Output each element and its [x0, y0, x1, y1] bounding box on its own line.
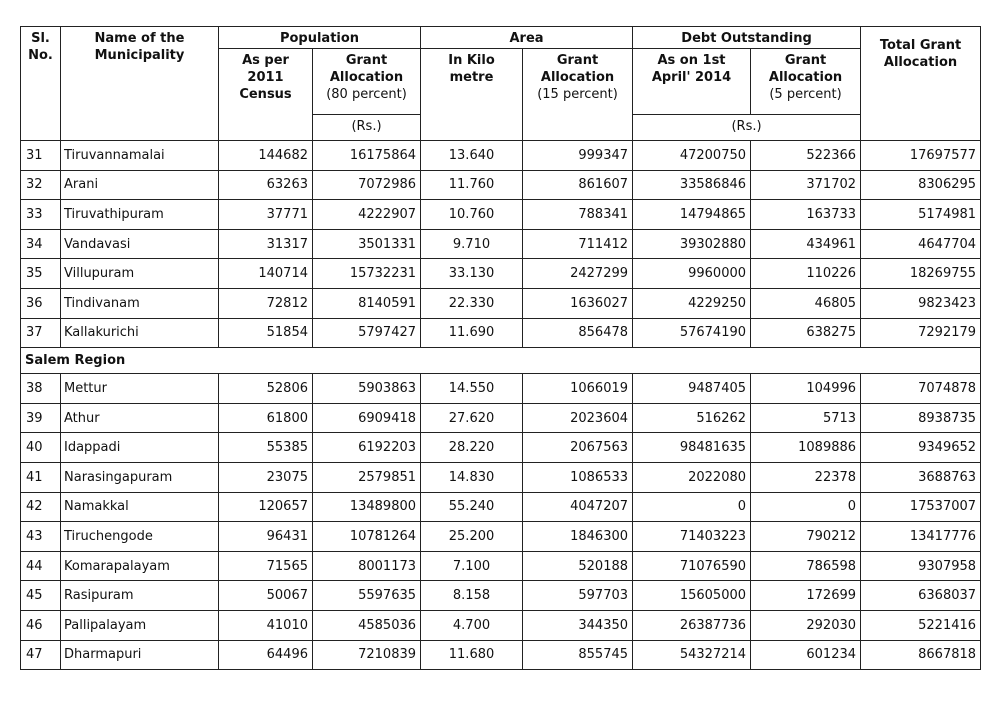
- cell-debt-grant: 104996: [751, 374, 861, 404]
- cell-sl-no: 34: [21, 229, 61, 259]
- cell-sl-no: 37: [21, 318, 61, 348]
- cell-debt-outstanding: 54327214: [633, 640, 751, 670]
- cell-sl-no: 42: [21, 492, 61, 522]
- cell-census-2011: 96431: [219, 522, 313, 552]
- cell-pop-grant: 7072986: [313, 170, 421, 200]
- cell-census-2011: 64496: [219, 640, 313, 670]
- cell-debt-outstanding: 71403223: [633, 522, 751, 552]
- table-row: [21, 318, 981, 348]
- header-pop-grant: [313, 49, 421, 115]
- header-area: Area: [421, 27, 633, 49]
- table-row: [21, 200, 981, 230]
- cell-area-grant: 788341: [523, 200, 633, 230]
- table-row: [21, 462, 981, 492]
- cell-census-2011: 50067: [219, 581, 313, 611]
- cell-total-grant: 17537007: [861, 492, 981, 522]
- cell-municipality-name: Narasingapuram: [61, 462, 219, 492]
- header-municipality-name: Name of the Municipality: [61, 27, 219, 141]
- cell-total-grant: 8667818: [861, 640, 981, 670]
- cell-debt-outstanding: 0: [633, 492, 751, 522]
- rows-group-b: [21, 374, 981, 670]
- cell-area-km: 14.550: [421, 374, 523, 404]
- cell-area-km: 28.220: [421, 433, 523, 463]
- cell-debt-grant: 790212: [751, 522, 861, 552]
- table-row: [21, 522, 981, 552]
- table-row: [21, 374, 981, 404]
- table-row: [21, 551, 981, 581]
- cell-municipality-name: Idappadi: [61, 433, 219, 463]
- cell-total-grant: 5174981: [861, 200, 981, 230]
- cell-area-km: 7.100: [421, 551, 523, 581]
- cell-area-grant: 855745: [523, 640, 633, 670]
- region-section: [21, 348, 981, 374]
- cell-debt-grant: 46805: [751, 288, 861, 318]
- cell-area-km: 27.620: [421, 403, 523, 433]
- cell-debt-outstanding: 39302880: [633, 229, 751, 259]
- cell-total-grant: 8306295: [861, 170, 981, 200]
- table-row: [21, 581, 981, 611]
- cell-area-km: 10.760: [421, 200, 523, 230]
- cell-area-km: 22.330: [421, 288, 523, 318]
- cell-sl-no: 38: [21, 374, 61, 404]
- cell-area-grant: 2023604: [523, 403, 633, 433]
- cell-census-2011: 41010: [219, 610, 313, 640]
- cell-pop-grant: 7210839: [313, 640, 421, 670]
- header-area-grant-label: Grant Allocation: [540, 53, 615, 85]
- cell-municipality-name: Dharmapuri: [61, 640, 219, 670]
- cell-debt-outstanding: 26387736: [633, 610, 751, 640]
- header-debt-grant: [751, 49, 861, 115]
- header-area-grant: [523, 49, 633, 141]
- cell-debt-outstanding: 9487405: [633, 374, 751, 404]
- cell-census-2011: 23075: [219, 462, 313, 492]
- cell-census-2011: 37771: [219, 200, 313, 230]
- cell-debt-grant: 22378: [751, 462, 861, 492]
- table-header: [21, 27, 981, 141]
- cell-pop-grant: 15732231: [313, 259, 421, 289]
- cell-municipality-name: Rasipuram: [61, 581, 219, 611]
- header-sl-no: Sl. No.: [21, 27, 61, 141]
- cell-municipality-name: Tiruvathipuram: [61, 200, 219, 230]
- cell-municipality-name: Tindivanam: [61, 288, 219, 318]
- cell-debt-grant: 292030: [751, 610, 861, 640]
- cell-area-grant: 2427299: [523, 259, 633, 289]
- table-row: [21, 640, 981, 670]
- cell-total-grant: 9349652: [861, 433, 981, 463]
- cell-debt-outstanding: 2022080: [633, 462, 751, 492]
- cell-debt-grant: 786598: [751, 551, 861, 581]
- table-row: [21, 259, 981, 289]
- header-debt-grant-pct: (5 percent): [769, 87, 842, 102]
- cell-debt-outstanding: 47200750: [633, 141, 751, 171]
- cell-municipality-name: Villupuram: [61, 259, 219, 289]
- cell-pop-grant: 8140591: [313, 288, 421, 318]
- table-row: [21, 433, 981, 463]
- cell-area-km: 11.760: [421, 170, 523, 200]
- table-row: [21, 288, 981, 318]
- table-row: [21, 492, 981, 522]
- cell-debt-outstanding: 98481635: [633, 433, 751, 463]
- cell-pop-grant: 3501331: [313, 229, 421, 259]
- cell-total-grant: 8938735: [861, 403, 981, 433]
- cell-total-grant: 7074878: [861, 374, 981, 404]
- cell-area-km: 14.830: [421, 462, 523, 492]
- cell-census-2011: 31317: [219, 229, 313, 259]
- cell-debt-outstanding: 4229250: [633, 288, 751, 318]
- cell-total-grant: 3688763: [861, 462, 981, 492]
- cell-total-grant: 5221416: [861, 610, 981, 640]
- cell-municipality-name: Kallakurichi: [61, 318, 219, 348]
- cell-debt-grant: 110226: [751, 259, 861, 289]
- header-area-grant-pct: (15 percent): [537, 87, 618, 102]
- cell-sl-no: 45: [21, 581, 61, 611]
- cell-debt-grant: 1089886: [751, 433, 861, 463]
- table-row: [21, 141, 981, 171]
- cell-census-2011: 51854: [219, 318, 313, 348]
- cell-pop-grant: 5597635: [313, 581, 421, 611]
- cell-area-grant: 711412: [523, 229, 633, 259]
- cell-census-2011: 120657: [219, 492, 313, 522]
- cell-municipality-name: Athur: [61, 403, 219, 433]
- cell-census-2011: 71565: [219, 551, 313, 581]
- cell-census-2011: 61800: [219, 403, 313, 433]
- header-total-grant: Total Grant Allocation: [861, 27, 981, 141]
- header-rs-debt: (Rs.): [633, 115, 861, 141]
- cell-area-km: 4.700: [421, 610, 523, 640]
- cell-debt-grant: 638275: [751, 318, 861, 348]
- cell-pop-grant: 5903863: [313, 374, 421, 404]
- cell-area-grant: 344350: [523, 610, 633, 640]
- cell-area-grant: 861607: [523, 170, 633, 200]
- header-pop-grant-pct: (80 percent): [326, 87, 407, 102]
- cell-area-grant: 597703: [523, 581, 633, 611]
- cell-total-grant: 6368037: [861, 581, 981, 611]
- header-rs-population: (Rs.): [313, 115, 421, 141]
- cell-debt-grant: 163733: [751, 200, 861, 230]
- cell-census-2011: 52806: [219, 374, 313, 404]
- cell-total-grant: 7292179: [861, 318, 981, 348]
- cell-area-grant: 1846300: [523, 522, 633, 552]
- cell-total-grant: 18269755: [861, 259, 981, 289]
- cell-municipality-name: Tiruvannamalai: [61, 141, 219, 171]
- cell-census-2011: 55385: [219, 433, 313, 463]
- cell-municipality-name: Pallipalayam: [61, 610, 219, 640]
- cell-municipality-name: Namakkal: [61, 492, 219, 522]
- cell-pop-grant: 5797427: [313, 318, 421, 348]
- cell-debt-outstanding: 516262: [633, 403, 751, 433]
- header-census-2011: As per 2011 Census: [219, 49, 313, 141]
- cell-pop-grant: 16175864: [313, 141, 421, 171]
- cell-census-2011: 72812: [219, 288, 313, 318]
- cell-total-grant: 13417776: [861, 522, 981, 552]
- cell-census-2011: 144682: [219, 141, 313, 171]
- table-row: [21, 229, 981, 259]
- cell-area-grant: 999347: [523, 141, 633, 171]
- cell-debt-grant: 5713: [751, 403, 861, 433]
- cell-area-grant: 2067563: [523, 433, 633, 463]
- table-row: [21, 610, 981, 640]
- cell-total-grant: 17697577: [861, 141, 981, 171]
- cell-pop-grant: 8001173: [313, 551, 421, 581]
- cell-area-km: 55.240: [421, 492, 523, 522]
- cell-area-grant: 520188: [523, 551, 633, 581]
- header-debt-grant-label: Grant Allocation: [768, 53, 843, 85]
- cell-area-km: 9.710: [421, 229, 523, 259]
- cell-sl-no: 44: [21, 551, 61, 581]
- cell-area-km: 25.200: [421, 522, 523, 552]
- cell-debt-outstanding: 33586846: [633, 170, 751, 200]
- cell-total-grant: 9307958: [861, 551, 981, 581]
- cell-pop-grant: 4585036: [313, 610, 421, 640]
- cell-total-grant: 4647704: [861, 229, 981, 259]
- cell-sl-no: 41: [21, 462, 61, 492]
- header-in-kilo-metre: In Kilo metre: [421, 49, 523, 141]
- cell-sl-no: 33: [21, 200, 61, 230]
- cell-area-km: 11.680: [421, 640, 523, 670]
- cell-census-2011: 63263: [219, 170, 313, 200]
- cell-area-grant: 1086533: [523, 462, 633, 492]
- cell-sl-no: 43: [21, 522, 61, 552]
- cell-debt-grant: 434961: [751, 229, 861, 259]
- cell-total-grant: 9823423: [861, 288, 981, 318]
- header-population: Population: [219, 27, 421, 49]
- cell-municipality-name: Mettur: [61, 374, 219, 404]
- cell-sl-no: 32: [21, 170, 61, 200]
- cell-municipality-name: Tiruchengode: [61, 522, 219, 552]
- cell-debt-outstanding: 57674190: [633, 318, 751, 348]
- cell-debt-grant: 371702: [751, 170, 861, 200]
- cell-sl-no: 47: [21, 640, 61, 670]
- cell-area-grant: 1066019: [523, 374, 633, 404]
- table-row: [21, 403, 981, 433]
- rows-group-a: [21, 141, 981, 348]
- cell-pop-grant: 6909418: [313, 403, 421, 433]
- cell-pop-grant: 4222907: [313, 200, 421, 230]
- cell-pop-grant: 6192203: [313, 433, 421, 463]
- cell-sl-no: 46: [21, 610, 61, 640]
- cell-debt-outstanding: 15605000: [633, 581, 751, 611]
- cell-area-km: 11.690: [421, 318, 523, 348]
- cell-debt-grant: 522366: [751, 141, 861, 171]
- cell-municipality-name: Arani: [61, 170, 219, 200]
- cell-area-grant: 856478: [523, 318, 633, 348]
- cell-sl-no: 31: [21, 141, 61, 171]
- cell-pop-grant: 10781264: [313, 522, 421, 552]
- cell-area-km: 8.158: [421, 581, 523, 611]
- cell-area-km: 33.130: [421, 259, 523, 289]
- cell-municipality-name: Vandavasi: [61, 229, 219, 259]
- cell-sl-no: 39: [21, 403, 61, 433]
- table-row: [21, 170, 981, 200]
- header-debt-outstanding: Debt Outstanding: [633, 27, 861, 49]
- header-debt-as-on: As on 1st April' 2014: [633, 49, 751, 115]
- cell-debt-grant: 601234: [751, 640, 861, 670]
- header-pop-grant-label: Grant Allocation: [329, 53, 404, 85]
- cell-debt-outstanding: 14794865: [633, 200, 751, 230]
- cell-area-grant: 1636027: [523, 288, 633, 318]
- cell-census-2011: 140714: [219, 259, 313, 289]
- cell-area-km: 13.640: [421, 141, 523, 171]
- cell-pop-grant: 13489800: [313, 492, 421, 522]
- cell-sl-no: 36: [21, 288, 61, 318]
- region-title-salem: Salem Region: [21, 348, 981, 374]
- cell-area-grant: 4047207: [523, 492, 633, 522]
- cell-sl-no: 35: [21, 259, 61, 289]
- cell-debt-outstanding: 9960000: [633, 259, 751, 289]
- municipality-grant-table: [20, 26, 981, 670]
- cell-sl-no: 40: [21, 433, 61, 463]
- cell-debt-outstanding: 71076590: [633, 551, 751, 581]
- cell-municipality-name: Komarapalayam: [61, 551, 219, 581]
- cell-pop-grant: 2579851: [313, 462, 421, 492]
- cell-debt-grant: 172699: [751, 581, 861, 611]
- cell-debt-grant: 0: [751, 492, 861, 522]
